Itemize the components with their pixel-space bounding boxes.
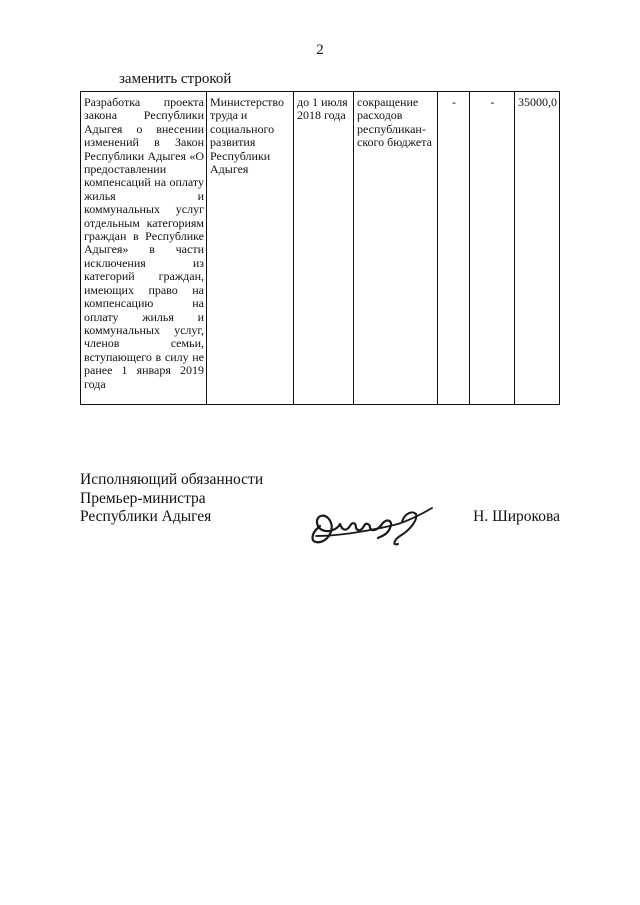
handwritten-signature — [306, 496, 438, 548]
page-number: 2 — [316, 42, 324, 58]
intro-text: заменить строкой — [119, 71, 232, 87]
measure-name-cell: Разработка проекта закона Республики Адыгея о внесении изменений в Закон Республики Адыгея «О предоставлении компенсаций на оплату жилья и коммунальных услуг отдельным категориям граждан в Республике Адыгея» в части исключения из категорий граждан, имеющих право на компенсацию на оплату жилья и коммунальных услуг, членов семьи, вступающего в силу не ранее 1 января 2019 года — [81, 92, 207, 405]
signatory-title-line-3: Республики Адыгея — [80, 508, 212, 525]
signer-name: Н. Широкова — [473, 508, 560, 525]
dash-cell-1: - — [438, 92, 470, 405]
signatory-title-line-1: Исполняющий обязанности — [80, 471, 264, 488]
deadline-cell: до 1 июля 2018 года — [294, 92, 354, 405]
table-row — [81, 92, 560, 405]
signatory-title-line-2: Премьер-министра — [80, 489, 206, 507]
signature-block — [80, 471, 263, 527]
executor-cell: Министерство труда и социального развития Республики Адыгея — [207, 92, 294, 405]
dash-cell-2: - — [470, 92, 515, 405]
amount-cell: 35000,0 — [515, 92, 560, 405]
result-cell: сокращение расходов республикан-ского бюджета — [354, 92, 438, 405]
measures-table — [80, 91, 560, 405]
